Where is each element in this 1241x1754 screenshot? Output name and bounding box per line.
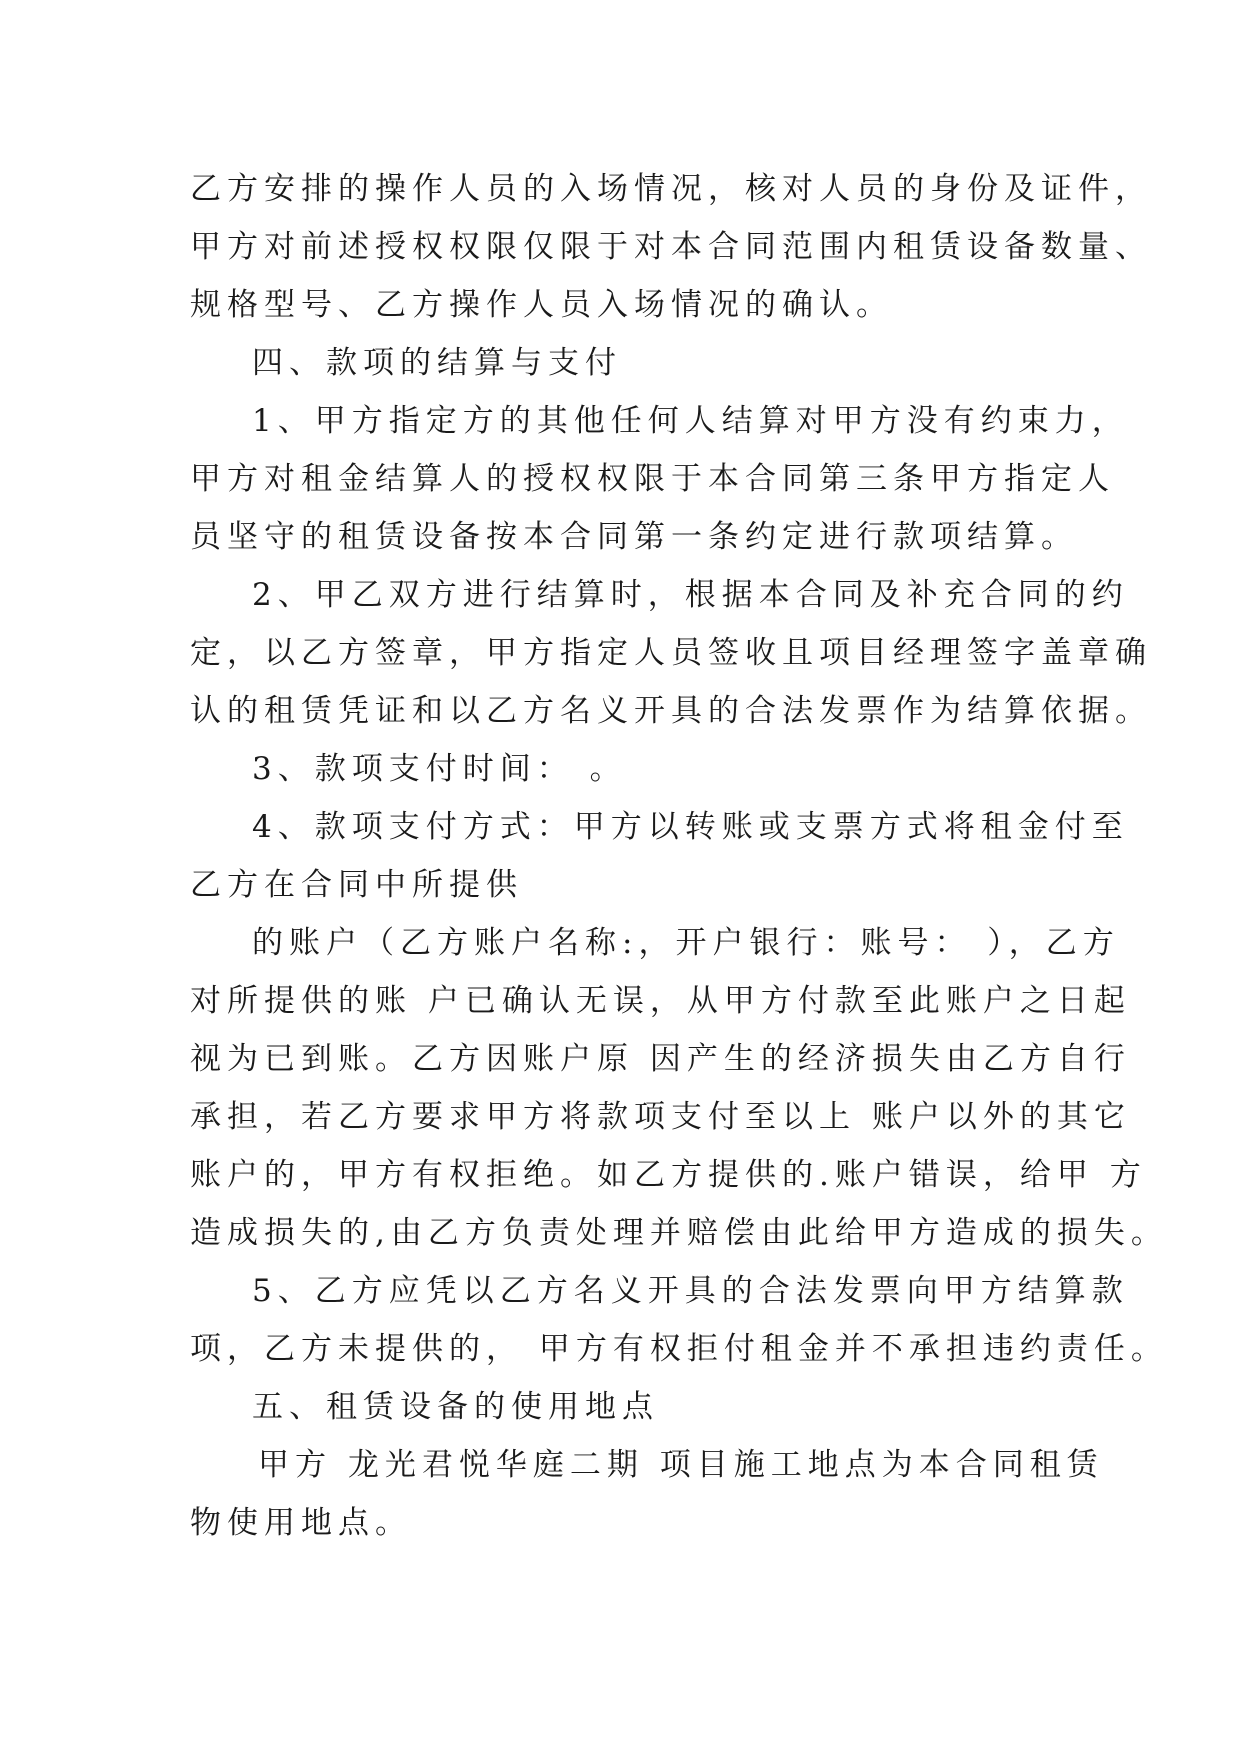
text-line: 乙方安排的操作人员的入场情况，核对人员的身份及证件，: [190, 171, 1152, 207]
text-line: 甲方 龙光君悦华庭二期 项目施工地点为本合同租赁: [258, 1447, 1104, 1483]
text-line: 物使用地点。: [190, 1505, 412, 1541]
text-line: 3、款项支付时间： 。: [252, 751, 627, 787]
text-line: 甲方对前述授权权限仅限于对本合同范围内租赁设备数量、: [190, 229, 1152, 265]
text-line: 视为已到账。乙方因账户原 因产生的经济损失由乙方自行: [190, 1041, 1131, 1077]
text-line: 5、乙方应凭以乙方名义开具的合法发票向甲方结算款: [252, 1273, 1129, 1309]
text-line: 承担，若乙方要求甲方将款项支付至以上 账户以外的其它: [190, 1099, 1131, 1135]
text-line: 员坚守的租赁设备按本合同第一条约定进行款项结算。: [190, 519, 1078, 555]
text-line: 造成损失的,由乙方负责处理并赔偿由此给甲方造成的损失。: [190, 1215, 1168, 1251]
text-line: 乙方在合同中所提供: [190, 867, 523, 903]
text-line: 规格型号、乙方操作人员入场情况的确认。: [190, 287, 893, 323]
section-heading: 四、款项的结算与支付: [252, 345, 622, 381]
text-line: 的账户（乙方账户名称:，开户银行：账号： ），乙方: [252, 925, 1120, 961]
text-line: 2、甲乙双方进行结算时，根据本合同及补充合同的约: [252, 577, 1129, 613]
text-line: 认的租赁凭证和以乙方名义开具的合法发票作为结算依据。: [190, 693, 1152, 729]
section-heading: 五、租赁设备的使用地点: [252, 1389, 659, 1425]
text-line: 账户的，甲方有权拒绝。如乙方提供的.账户错误，给甲 方: [190, 1157, 1147, 1193]
text-line: 甲方对租金结算人的授权权限于本合同第三条甲方指定人: [190, 461, 1115, 497]
text-line: 项，乙方未提供的， 甲方有权拒付租金并不承担违约责任。: [190, 1331, 1168, 1367]
text-line: 对所提供的账 户已确认无误，从甲方付款至此账户之日起: [190, 983, 1131, 1019]
document-body: [190, 160, 1168, 1552]
text-line: 4、款项支付方式：甲方以转账或支票方式将租金付至: [252, 809, 1129, 845]
text-line: 定，以乙方签章，甲方指定人员签收且项目经理签字盖章确: [190, 635, 1152, 671]
text-line: 1、甲方指定方的其他任何人结算对甲方没有约束力，: [252, 403, 1129, 439]
